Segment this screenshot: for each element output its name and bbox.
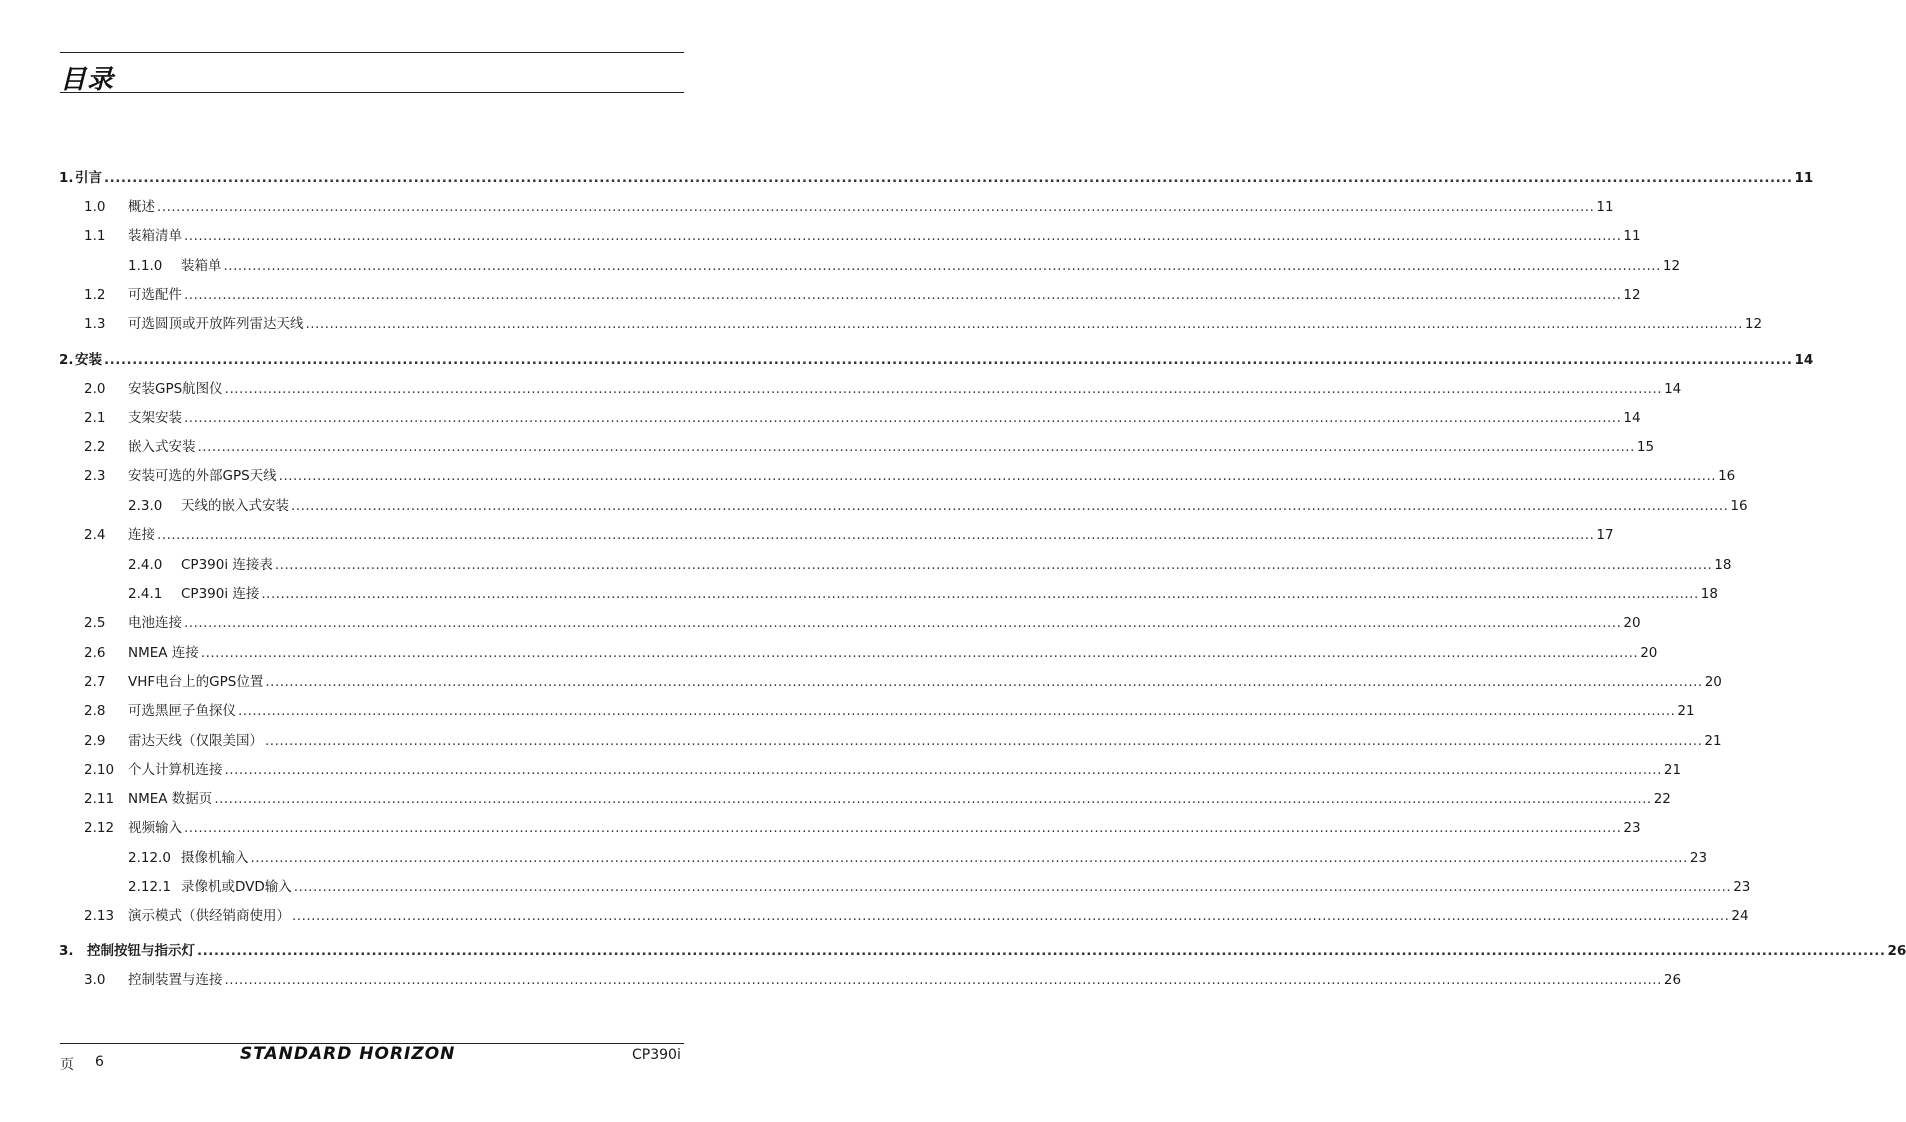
footer-page-label: 页	[60, 1057, 74, 1073]
toc-number: 2.10	[84, 762, 115, 778]
toc-number: 3.0	[84, 972, 106, 988]
toc-page-number: 26	[1663, 972, 1682, 988]
footer-page-number: 6	[95, 1054, 104, 1070]
toc-title: 嵌入式安装	[128, 439, 196, 455]
toc-page-number: 14	[1664, 381, 1682, 397]
toc-page-number: 12	[1662, 258, 1681, 274]
toc-leader-dots: ............................................................................................................................................................................................................................................................................................................	[265, 674, 1703, 690]
footer-model: CP390i	[632, 1047, 681, 1063]
toc-number: 2.4.0	[128, 557, 163, 573]
toc-number: 2.	[59, 352, 74, 368]
toc-number: 1.	[59, 170, 74, 186]
toc-number: 2.11	[84, 791, 115, 807]
toc-title: 支架安装	[128, 410, 182, 426]
toc-page-number: 17	[1596, 527, 1614, 543]
toc-entry[interactable]	[0, 525, 1614, 545]
toc-entry[interactable]	[0, 672, 1722, 692]
toc-entry[interactable]	[0, 613, 1641, 633]
toc-title: CP390i 连接	[181, 586, 260, 602]
toc-title: 概述	[128, 199, 155, 215]
toc-entry[interactable]	[0, 256, 1681, 276]
toc-number: 2.1	[84, 410, 106, 426]
page-title: 目录	[60, 65, 115, 95]
toc-title: CP390i 连接表	[181, 557, 273, 573]
toc-entry[interactable]	[0, 496, 1748, 516]
toc-page-number: 12	[1623, 287, 1641, 303]
toc-page-number: 12	[1744, 316, 1763, 332]
toc-number: 3.	[59, 943, 74, 959]
toc-entry[interactable]	[0, 555, 1732, 575]
toc-title: 演示模式（供经销商使用）	[128, 908, 290, 924]
toc-page-number: 23	[1623, 820, 1641, 836]
toc-entry[interactable]	[0, 314, 1763, 334]
toc-page-number: 11	[1596, 199, 1614, 215]
toc-page-number: 16	[1718, 468, 1736, 484]
toc-entry[interactable]	[0, 970, 1682, 990]
toc-number: 2.12.1	[128, 879, 171, 895]
toc-page-number: 23	[1689, 850, 1708, 866]
toc-entry[interactable]	[0, 941, 1906, 961]
toc-page-number: 20	[1623, 615, 1641, 631]
toc-title: 装箱清单	[128, 228, 182, 244]
toc-number: 2.7	[84, 674, 106, 690]
toc-page-number: 26	[1887, 943, 1906, 959]
toc-number: 1.0	[84, 199, 106, 215]
toc-page-number: 11	[1623, 228, 1641, 244]
toc-leader-dots: ............................................................................................................................................................................................................................................................................................................	[184, 410, 1622, 426]
toc-number: 2.3.0	[128, 498, 163, 514]
toc-title: 电池连接	[128, 615, 182, 631]
toc-number: 2.9	[84, 733, 106, 749]
toc-number: 2.6	[84, 645, 106, 661]
toc-title: 连接	[128, 527, 155, 543]
toc-number: 2.4.1	[128, 586, 163, 602]
toc-leader-dots: ............................................................................................................................................................................................................................................................................................................	[238, 703, 1676, 719]
toc-title: 控制装置与连接	[128, 972, 223, 988]
toc-title: 装箱单	[181, 258, 222, 274]
toc-leader-dots: ............................................................................................................................................................................................................................................................................................................	[274, 557, 1713, 573]
toc-title: 个人计算机连接	[128, 762, 223, 778]
brand-logo: STANDARD HORIZON	[240, 1044, 456, 1064]
toc-leader-dots: ............................................................................................................................................................................................................................................................................................................	[293, 879, 1732, 895]
toc-entry[interactable]	[0, 906, 1749, 926]
toc-title: 安装GPS航图仪	[128, 381, 223, 397]
toc-leader-dots: ............................................................................................................................................................................................................................................................................................................	[184, 615, 1622, 631]
toc-title: 引言	[75, 170, 102, 186]
toc-leader-dots: ............................................................................................................................................................................................................................................................................................................	[224, 972, 1662, 988]
toc-title: NMEA 连接	[128, 645, 199, 661]
toc-number: 2.2	[84, 439, 106, 455]
toc-page-number: 21	[1677, 703, 1695, 719]
toc-entry[interactable]	[0, 226, 1641, 246]
toc-page-number: 18	[1714, 557, 1732, 573]
toc-number: 1.2	[84, 287, 106, 303]
toc-entry[interactable]	[0, 701, 1695, 721]
toc-entry[interactable]	[0, 379, 1682, 399]
toc-leader-dots: ............................................................................................................................................................................................................................................................................................................	[292, 908, 1730, 924]
toc-entry[interactable]	[0, 466, 1736, 486]
toc-page-number: 22	[1653, 791, 1671, 807]
toc-entry[interactable]	[0, 643, 1658, 663]
toc-page-number: 20	[1640, 645, 1658, 661]
toc-title: 天线的嵌入式安装	[181, 498, 289, 514]
toc-leader-dots: ............................................................................................................................................................................................................................................................................................................	[224, 381, 1663, 397]
toc-entry[interactable]	[0, 168, 1814, 188]
toc-page-number: 18	[1700, 586, 1718, 602]
toc-title: 录像机或DVD输入	[181, 879, 292, 895]
toc-leader-dots: ............................................................................................................................................................................................................................................................................................................	[223, 258, 1661, 274]
toc-page-number: 21	[1663, 762, 1682, 778]
toc-leader-dots: ............................................................................................................................................................................................................................................................................................................	[278, 468, 1717, 484]
toc-leader-dots: ............................................................................................................................................................................................................................................................................................................	[197, 439, 1635, 455]
toc-entry[interactable]	[0, 285, 1641, 305]
toc-page-number: 16	[1730, 498, 1748, 514]
toc-number: 2.5	[84, 615, 106, 631]
toc-entry[interactable]	[0, 584, 1718, 604]
toc-leader-dots: ............................................................................................................................................................................................................................................................................................................	[214, 791, 1652, 807]
toc-leader-dots: ............................................................................................................................................................................................................................................................................................................	[104, 352, 1793, 368]
toc-leader-dots: ............................................................................................................................................................................................................................................................................................................	[250, 850, 1688, 866]
toc-number: 2.3	[84, 468, 106, 484]
toc-leader-dots: ............................................................................................................................................................................................................................................................................................................	[265, 733, 1703, 749]
toc-leader-dots: ............................................................................................................................................................................................................................................................................................................	[184, 228, 1622, 244]
toc-entry[interactable]	[0, 350, 1814, 370]
toc-entry[interactable]	[0, 789, 1671, 809]
toc-leader-dots: ............................................................................................................................................................................................................................................................................................................	[157, 199, 1595, 215]
toc-number: 2.13	[84, 908, 115, 924]
toc-leader-dots: ............................................................................................................................................................................................................................................................................................................	[200, 645, 1639, 661]
toc-leader-dots: ............................................................................................................................................................................................................................................................................................................	[197, 943, 1886, 959]
toc-leader-dots: ............................................................................................................................................................................................................................................................................................................	[224, 762, 1662, 778]
toc-title: VHF电台上的GPS位置	[128, 674, 264, 690]
toc-entry[interactable]	[0, 877, 1751, 897]
toc-page-number: 14	[1623, 410, 1641, 426]
toc-entry[interactable]	[0, 197, 1614, 217]
toc-number: 1.3	[84, 316, 106, 332]
toc-entry[interactable]	[0, 731, 1722, 751]
toc-number: 1.1.0	[128, 258, 163, 274]
toc-entry[interactable]	[0, 408, 1641, 428]
toc-title: NMEA 数据页	[128, 791, 213, 807]
toc-number: 2.8	[84, 703, 106, 719]
toc-page-number: 20	[1704, 674, 1722, 690]
toc-page-number: 24	[1731, 908, 1749, 924]
toc-page-number: 21	[1704, 733, 1722, 749]
toc-leader-dots: ............................................................................................................................................................................................................................................................................................................	[184, 287, 1622, 303]
toc-title: 可选黑匣子鱼探仪	[128, 703, 236, 719]
toc-entry[interactable]	[0, 818, 1641, 838]
toc-page-number: 23	[1733, 879, 1751, 895]
toc-entry[interactable]	[0, 437, 1655, 457]
toc-title: 控制按钮与指示灯	[87, 943, 195, 959]
toc-leader-dots: ............................................................................................................................................................................................................................................................................................................	[261, 586, 1699, 602]
toc-title: 可选圆顶或开放阵列雷达天线	[128, 316, 304, 332]
toc-number: 2.12	[84, 820, 115, 836]
toc-leader-dots: ............................................................................................................................................................................................................................................................................................................	[157, 527, 1595, 543]
toc-entry[interactable]	[0, 848, 1708, 868]
toc-number: 2.12.0	[128, 850, 171, 866]
toc-number: 2.0	[84, 381, 106, 397]
toc-page-number: 14	[1794, 352, 1814, 368]
toc-title: 安装可选的外部GPS天线	[128, 468, 277, 484]
toc-leader-dots: ............................................................................................................................................................................................................................................................................................................	[291, 498, 1729, 514]
toc-title: 可选配件	[128, 287, 182, 303]
toc-page-number: 11	[1794, 170, 1814, 186]
toc-number: 1.1	[84, 228, 106, 244]
toc-leader-dots: ............................................................................................................................................................................................................................................................................................................	[305, 316, 1743, 332]
toc-entry[interactable]	[0, 760, 1682, 780]
toc-leader-dots: ............................................................................................................................................................................................................................................................................................................	[104, 170, 1793, 186]
toc-title: 雷达天线（仅限美国）	[128, 733, 263, 749]
toc-title: 视频输入	[128, 820, 182, 836]
toc-leader-dots: ............................................................................................................................................................................................................................................................................................................	[184, 820, 1622, 836]
toc-title: 摄像机输入	[181, 850, 249, 866]
toc-title: 安装	[75, 352, 102, 368]
toc-page-number: 15	[1636, 439, 1655, 455]
toc-number: 2.4	[84, 527, 106, 543]
